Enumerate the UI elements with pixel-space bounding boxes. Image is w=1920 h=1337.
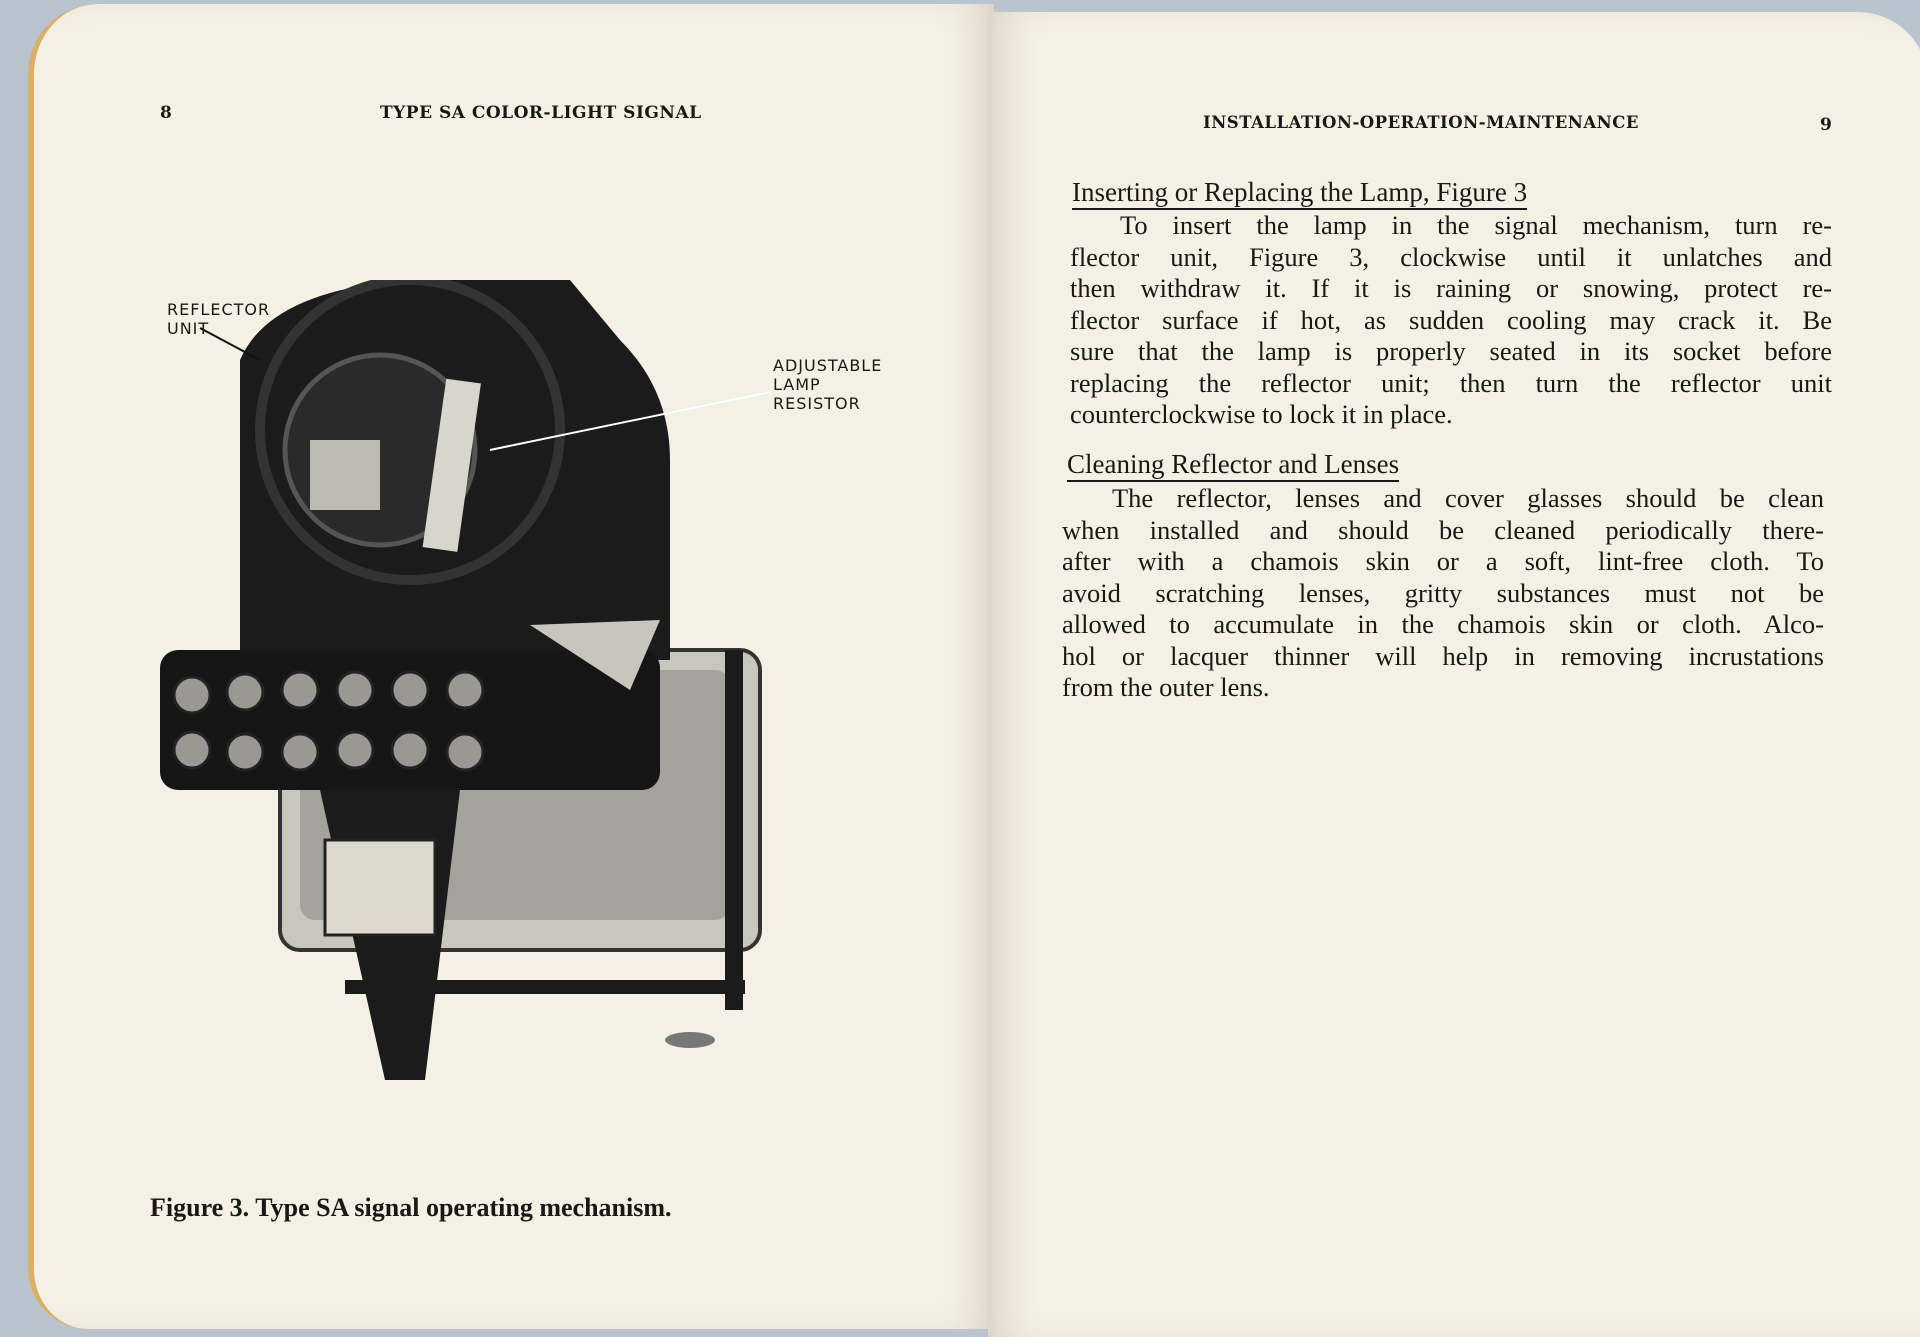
callout-line: ADJUSTABLE (773, 356, 883, 375)
text-line: allowed to accumulate in the chamois skin or cloth. Alco- (1062, 609, 1824, 639)
text-line: The reflector, lenses and cover glasses should be clean (1112, 483, 1824, 513)
section-heading-inserting-lamp: Inserting or Replacing the Lamp, Figure 3 (1072, 177, 1527, 210)
right-page-number: 9 (1820, 115, 1833, 135)
text-line: flector surface if hot, as sudden cooling may crack it. Be (1070, 304, 1832, 335)
text-line: from the outer lens. (1062, 672, 1270, 702)
callout-line: UNIT (167, 319, 210, 338)
text-line: avoid scratching lenses, gritty substances must not be (1062, 577, 1824, 608)
text-line: replacing the reflector unit; then turn the reflector unit (1070, 367, 1832, 398)
callout-line: REFLECTOR (167, 300, 271, 319)
section-body-inserting-lamp (1070, 210, 1832, 431)
text-line: after with a chamois skin or a soft, lint-free cloth. To (1062, 546, 1824, 576)
text-line: when installed and should be cleaned periodically there- (1062, 514, 1824, 545)
section-heading-cleaning: Cleaning Reflector and Lenses (1067, 449, 1399, 482)
signal-mechanism-photo (150, 280, 830, 1090)
callout-adjustable-lamp-resistor (773, 356, 882, 413)
right-running-header: INSTALLATION-OPERATION-MAINTENANCE (1203, 113, 1639, 132)
text-line: To insert the lamp in the signal mechanism, turn re- (1120, 210, 1832, 240)
text-line: sure that the lamp is properly seated in its socket before (1070, 336, 1832, 366)
left-running-header: TYPE SA COLOR-LIGHT SIGNAL (380, 103, 702, 123)
text-line: flector unit, Figure 3, clockwise until it unlatches and (1070, 241, 1832, 272)
text-line: hol or lacquer thinner will help in removing incrustations (1062, 640, 1824, 671)
section-body-cleaning (1062, 483, 1824, 704)
left-page-number: 8 (160, 103, 173, 123)
callout-line: LAMP (773, 375, 821, 394)
nameplate (325, 840, 435, 935)
text-line: counterclockwise to lock it in place. (1070, 399, 1453, 429)
callout-reflector-unit (167, 300, 270, 338)
figure-caption: Figure 3. Type SA signal operating mechanism. (150, 1193, 672, 1222)
text-line: then withdraw it. If it is raining or snowing, protect re- (1070, 273, 1832, 303)
callout-line: RESISTOR (773, 394, 861, 413)
